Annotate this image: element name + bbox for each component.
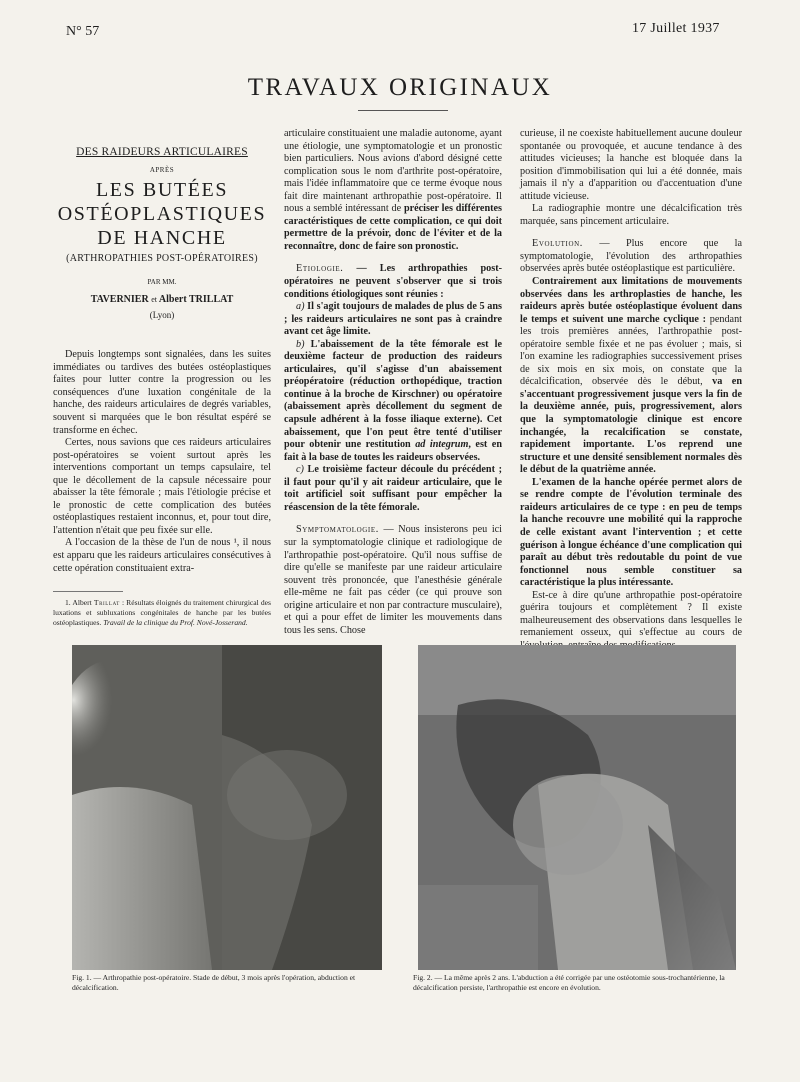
intro-text (53, 349, 271, 575)
article-par: PAR MM. (147, 277, 177, 286)
col1-paragraph-1: Depuis longtemps sont signalées, dans les suites immédiates ou tardives des butées ostéoplastiques faites pour lutter contre la progression ou les conséquences d'une luxation congénitale de la hanche, des raideurs articulaires de degrés variables, souvent si marquées que le bon résultat espéré se transforme en échec. (53, 349, 271, 436)
issue-date: 17 Juillet 1937 (632, 21, 720, 36)
article-title-apres: APRÈS (149, 165, 175, 174)
radiograph-2-image (418, 645, 736, 970)
col2-p1-bold: préciser les différentes caractéristiques de cette complication, ce qui doit permettre de la prévoir, donc de l'éviter et de la reconnaître, donc de faire son pronostic. (284, 203, 502, 252)
footnote-name: Trillat (93, 598, 120, 608)
col1-paragraph-2: Certes, nous savions que ces raideurs articulaires post-opératoires se voient surtout après les interventions comportant un temps capsulaire, tel que le décollement de la capsule nécessaire pour abaisser la tête fémorale ; mais l'étiologie précise et le pronostic de cette complication des butées ostéoplastiques restaient inconnus, et, pour tout dire, l'attention n'était que peu fixée sur elle. (53, 437, 271, 536)
evolution-text: — Plus encore que la symptomatologie, l'évolution des arthropathies observées après butée ostéoplastique est particulière. (520, 238, 742, 275)
article-title-line-2: OSTÉOPLASTIQUES (57, 203, 267, 226)
col3-paragraph-4 (520, 276, 742, 477)
evolution-paragraph (520, 238, 742, 276)
col3-paragraph-2: La radiographie montre une décalcification très marquée, sans pincement articulaire. (520, 203, 742, 227)
title-rule (358, 110, 448, 111)
symptomatologie-paragraph (284, 524, 502, 637)
footnote (53, 598, 271, 628)
symptomatologie-text: — Nous insisterons peu ici sur la symptomatologie clinique et radiologique de l'arthropathie post-opératoire. Qu'il nous suffise de dire qu'elle se manifeste par une raideur articulaire souvent très prononcée, que l'anesthésie générale elle-même ne fait pas céder (ce qui prouve son origine articulaire et non par contracture musculaire), et qui a pour effet de limiter les mouvements dans tous les sens. Chose (284, 524, 502, 636)
column-1 (53, 128, 271, 628)
radiograph-figure-2 (418, 645, 736, 970)
footnote-text: : Résultats éloignés du traitement chirurgical des luxations et subluxations congénitales de hanche par les butées ostéoplastiques. (53, 598, 271, 628)
col3-p4-bold-2: va en s'accentuant progressivement jusque vers la fin de la deuxième année, puis, progressivement, alors que la symptomatologie clinique est encore inchangée, la recalcification se constate, rapidement importante. L'os reprend une structure et une densité sensiblement normales dès le début de la quatrième année. (520, 376, 742, 476)
figure-1-caption: Fig. 1. — Arthropathie post-opératoire. Stade de début, 3 mois après l'opération, abduction et décalcification. (72, 973, 356, 992)
condition-c-text: Le troisième facteur découle du précédent ; il faut pour qu'il y ait raideur articulaire, que le toit artificiel soit suffisant pour empêcher la réascension de la tête fémorale. (284, 464, 502, 513)
radiograph-figure-1 (72, 645, 382, 970)
col1-paragraph-3: A l'occasion de la thèse de l'un de nous ¹, il nous est apparu que les raideurs articulaires consécutives à cette opération constituaient extra- (53, 537, 271, 574)
symptomatologie-heading: Symptomatologie. (296, 524, 379, 536)
condition-a (284, 301, 502, 339)
etiologie-heading: Etiologie. (296, 263, 344, 275)
column-3 (520, 128, 742, 652)
col3-paragraph-6: Est-ce à dire qu'une arthropathie post-opératoire guérira toujours et complètement ? Il existe malheureusement des observations dans lesquelles le remaniement osseux, qui s'effectue au cours de (520, 589, 742, 639)
condition-b-text: L'abaissement de la tête fémorale est le deuxième facteur de production des raideurs articulaires, qu'il s'agisse d'un abaissement préopératoire (réduction orthopédique, traction continue à la broche de Kirschner) ou opératoire (abaissement après décollement du segment de capsule adhérent à la fosse iliaque externe). Cet abaissement, que l'on peut être tenté d'utiliser pour obtenir une restitution (284, 338, 502, 451)
author-2: Albert TRILLAT (158, 294, 234, 306)
col3-paragraph-5: L'examen de la hanche opérée permet alors de se rendre compte de l'évolution terminale des raideurs articulaires de ce type : en peu de temps la hanche recouvre une mobilité qui la rapproche de celle existant avant l'intervention ; et cette guérison à longue échéance d'une complication qui paraît au début très redoutable du point de vue fonctionnel nous semble constituer sa caractéristique la plus intéressante. (520, 476, 742, 589)
article-title-line-1: LES BUTÉES (95, 179, 229, 202)
condition-c (284, 464, 502, 514)
article-city: (Lyon) (149, 309, 175, 320)
col2-p1-text: articulaire constituaient une maladie autonome, ayant une étiologie, une symptomatologie et un pronostic bien particuliers. Nous avions d'abord désigné cette complication sous le nom d'arthrite post-opératoire, mais l'idée inflammatoire que ce terme évoque nous fait dire maintenant arthropathie post-opératoire. Il nous a semblé intéressant de (284, 128, 502, 215)
condition-b-text-2: , est en fait à la base de toutes les raideurs observées. (284, 439, 502, 463)
author-1: TAVERNIER (90, 294, 149, 306)
col2-paragraph-1 (284, 128, 502, 253)
condition-c-label: c) (296, 464, 304, 476)
section-title: TRAVAUX ORIGINAUX (247, 74, 553, 101)
author-et: et (151, 295, 157, 305)
article-title-line-3: DE HANCHE (97, 227, 227, 250)
article-subtitle: (ARTHROPATHIES POST-OPÉRATOIRES) (66, 253, 258, 265)
footnote-rule (53, 591, 123, 592)
condition-b (284, 339, 502, 464)
article-title-top: DES RAIDEURS ARTICULAIRES (76, 146, 248, 158)
article-authors (53, 294, 271, 307)
col3-p4-bold: Contrairement aux limitations de mouvements observées dans les arthroplasties de hanche, les raideurs après butée ostéoplastique évoluent dans le temps et suivent une marche cyclique : (520, 276, 742, 325)
condition-a-label: a) (296, 301, 305, 313)
condition-b-italic: ad integrum (415, 439, 469, 451)
col3-p4-text: pendant les trois premières années, l'arthropathie post-opératoire semble fixée et ne pas évoluer ; mais, si l'on examine les radiographies successivement prises de six mois en six mois, on constate que la décalcification, observée dès le début, (520, 313, 742, 388)
figure-2-caption: Fig. 2. — La même après 2 ans. L'abduction a été corrigée par une ostéotomie sous-trochantérienne, la décalcification persiste, l'arthropathie est encore en évolution. (413, 973, 725, 992)
footnote-work: Travail de la clinique du Prof. Nové-Josserand. (103, 618, 248, 628)
column-2 (284, 128, 502, 637)
radiograph-1-image (72, 645, 382, 970)
col3-paragraph-1: curieuse, il ne coexiste habituellement aucune douleur spontanée ou provoquée, et aucune tendance à des attitudes vicieuses; la hanche est bloquée dans la position d'immobilisation qui lui a été donnée, mais jamais il n'y a d'apparition ou d'accentuation d'une attitude vicieuse. (520, 128, 742, 202)
condition-a-text: Il s'agit toujours de malades de plus de 5 ans ; les raideurs articulaires ne sont pas à craindre avant cet âge limite. (284, 301, 502, 338)
etiologie-paragraph (284, 263, 502, 301)
footnote-lead: 1. Albert (65, 598, 94, 608)
etiologie-text: — Les arthropathies post-opératoires ne peuvent s'observer que si trois conditions étiologiques sont réunies : (284, 263, 502, 300)
issue-number: N° 57 (66, 24, 100, 39)
condition-b-label: b) (296, 338, 305, 350)
evolution-heading: Evolution. (532, 238, 583, 250)
